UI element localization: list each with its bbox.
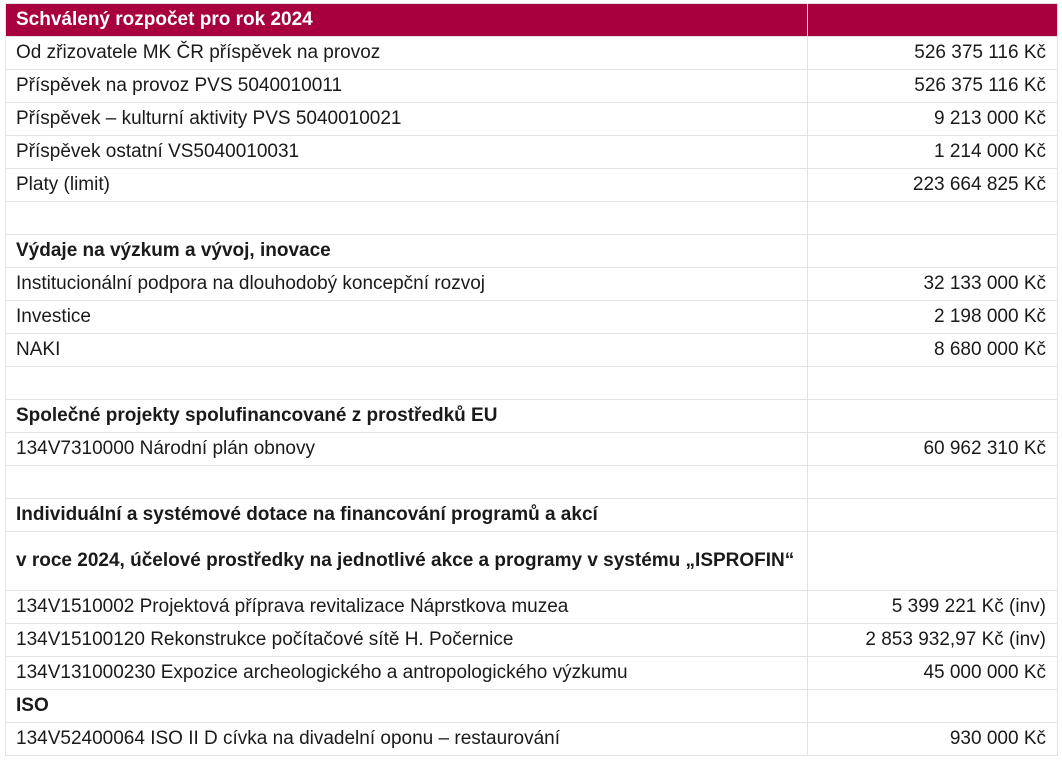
row-label: Od zřizovatele MK ČR příspěvek na provoz: [6, 37, 808, 70]
empty-cell: [6, 202, 808, 235]
table-row: [6, 591, 1058, 624]
row-amount: 526 375 116 Kč: [808, 37, 1058, 70]
table-row: [6, 657, 1058, 690]
empty-cell: [6, 466, 808, 499]
row-label: 134V1510002 Projektová příprava revitalizace Náprstkova muzea: [6, 591, 808, 624]
table-row: [6, 268, 1058, 301]
section-title: Společné projekty spolufinancované z prostředků EU: [6, 400, 808, 433]
row-label: Platy (limit): [6, 169, 808, 202]
table-row: [6, 433, 1058, 466]
empty-row: [6, 202, 1058, 235]
row-label: 134V15100120 Rekonstrukce počítačové sítě H. Počernice: [6, 624, 808, 657]
table-row: [6, 70, 1058, 103]
table-row: [6, 624, 1058, 657]
section-title: ISO: [6, 690, 808, 723]
table-row: [6, 169, 1058, 202]
empty-cell: [6, 367, 808, 400]
row-amount: 60 962 310 Kč: [808, 433, 1058, 466]
section-header-row: [6, 532, 1058, 591]
section-header-row: [6, 235, 1058, 268]
budget-table-body: [6, 4, 1058, 756]
table-row: [6, 136, 1058, 169]
budget-table: [5, 3, 1058, 756]
section-header-row: [6, 400, 1058, 433]
row-amount: 2 198 000 Kč: [808, 301, 1058, 334]
section-header-row: [6, 499, 1058, 532]
row-label: 134V7310000 Národní plán obnovy: [6, 433, 808, 466]
row-amount: 526 375 116 Kč: [808, 70, 1058, 103]
table-header-amount: [808, 4, 1058, 37]
section-title: Individuální a systémové dotace na financování programů a akcí: [6, 499, 808, 532]
empty-row: [6, 466, 1058, 499]
empty-cell: [808, 367, 1058, 400]
empty-cell: [808, 400, 1058, 433]
row-amount: 8 680 000 Kč: [808, 334, 1058, 367]
empty-cell: [808, 466, 1058, 499]
row-amount: 1 214 000 Kč: [808, 136, 1058, 169]
row-amount: 9 213 000 Kč: [808, 103, 1058, 136]
table-row: [6, 334, 1058, 367]
empty-cell: [808, 690, 1058, 723]
row-label: Příspěvek ostatní VS5040010031: [6, 136, 808, 169]
empty-cell: [808, 235, 1058, 268]
empty-cell: [808, 532, 1058, 591]
row-amount: 930 000 Kč: [808, 723, 1058, 756]
table-row: [6, 301, 1058, 334]
table-row: [6, 723, 1058, 756]
empty-cell: [808, 202, 1058, 235]
row-label: 134V52400064 ISO II D cívka na divadelní oponu – restaurování: [6, 723, 808, 756]
row-amount: 223 664 825 Kč: [808, 169, 1058, 202]
section-title: v roce 2024, účelové prostředky na jednotlivé akce a programy v systému „ISPROFIN“: [6, 532, 808, 591]
row-label: Institucionální podpora na dlouhodobý koncepční rozvoj: [6, 268, 808, 301]
table-row: [6, 103, 1058, 136]
row-label: Příspěvek na provoz PVS 5040010011: [6, 70, 808, 103]
row-label: Příspěvek – kulturní aktivity PVS 5040010021: [6, 103, 808, 136]
row-label: 134V131000230 Expozice archeologického a antropologického výzkumu: [6, 657, 808, 690]
row-amount: 32 133 000 Kč: [808, 268, 1058, 301]
empty-cell: [808, 499, 1058, 532]
table-title: Schválený rozpočet pro rok 2024: [6, 4, 808, 37]
section-title: Výdaje na výzkum a vývoj, inovace: [6, 235, 808, 268]
row-label: NAKI: [6, 334, 808, 367]
row-amount: 45 000 000 Kč: [808, 657, 1058, 690]
table-row: [6, 37, 1058, 70]
table-header-row: [6, 4, 1058, 37]
row-amount: 2 853 932,97 Kč (inv): [808, 624, 1058, 657]
row-amount: 5 399 221 Kč (inv): [808, 591, 1058, 624]
section-header-row: [6, 690, 1058, 723]
row-label: Investice: [6, 301, 808, 334]
empty-row: [6, 367, 1058, 400]
